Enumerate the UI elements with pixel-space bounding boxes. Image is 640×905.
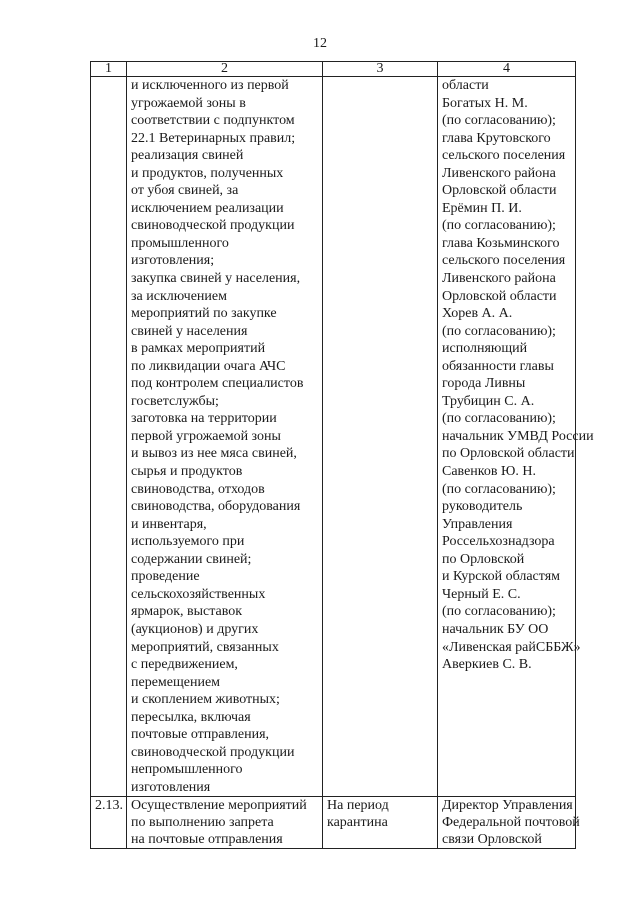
text-line: (по согласованию); [442,604,556,620]
text-line: заготовка на территории [131,411,277,427]
text-line: и вывоз из нее мяса свиней, [131,446,297,462]
text-line: промышленного [131,235,229,251]
text-line: свиней у населения [131,323,248,339]
text-line: (по согласованию); [442,323,556,339]
text-line: госветслужбы; [131,393,219,409]
text-line: по ликвидации очага АЧС [131,358,286,374]
text-line: перемещением [131,674,221,690]
text-line: (по согласованию); [442,218,556,234]
page-number: 12 [313,36,327,51]
text-line: Аверкиев С. В. [442,657,532,673]
text-line: Савенков Ю. Н. [442,464,536,480]
text-line: свиноводства, отходов [131,481,265,497]
text-line: начальник БУ ОО [442,621,549,637]
text-line: Россельхознадзора [442,534,555,550]
text-line: свиноводческой продукции [131,744,295,760]
text-line: мероприятий, связанных [131,639,279,655]
text-line: свиноводства, оборудования [131,499,301,515]
text-line: непромышленного [131,762,243,778]
text-line: под контролем специалистов [131,376,304,392]
text-line: «Ливенская райСББЖ» [442,639,581,655]
text-line: глава Козьминского [442,235,560,251]
text-line: (аукционов) и других [131,621,259,637]
text-line: сырья и продуктов [131,464,243,480]
text-line: почтовые отправления, [131,727,270,743]
text-line: в рамках мероприятий [131,341,266,357]
text-line: по Орловской области [442,446,575,462]
text-line: исполняющий [442,341,528,357]
table-row [91,797,576,849]
text-line: и исключенного из первой [131,78,289,93]
text-line: сельского поселения [442,148,566,164]
text-line: Ливенского района [442,271,556,287]
text-line: (по согласованию); [442,481,556,497]
column-header: 4 [438,62,576,77]
text-line: сельского поселения [442,253,566,269]
column-header: 2 [127,62,323,77]
text-line: Федеральной почтовой [442,815,580,831]
text-line: по Орловской [442,551,525,567]
text-line: и продуктов, полученных [131,165,284,181]
text-line: исключением реализации [131,200,284,216]
row-number-cell [91,77,127,797]
measure-cell [127,797,323,849]
text-line: пересылка, включая [131,709,251,725]
text-line: реализация свиней [131,148,244,164]
text-line: Богатых Н. М. [442,95,528,111]
text-line: от убоя свиней, за [131,183,239,199]
header-row [91,62,576,77]
text-line: карантина [327,815,388,831]
text-line: (по согласованию); [442,113,556,129]
text-line: Осуществление мероприятий [131,798,307,814]
text-line: Черный Е. С. [442,586,521,602]
column-header: 1 [91,62,127,77]
text-line: глава Крутовского [442,130,551,146]
text-line: сельскохозяйственных [131,586,266,602]
text-line: свиноводческой продукции [131,218,295,234]
text-line: Орловской области [442,288,557,304]
text-line: Ливенского района [442,165,556,181]
text-line: Директор Управления [442,798,573,814]
text-line: и скоплением животных; [131,692,280,708]
responsible-cell [438,77,594,797]
text-line: На период [327,798,389,814]
text-line: города Ливны [442,376,526,392]
text-line: и Курской областям [442,569,560,585]
text-line: закупка свиней у населения, [131,271,301,287]
text-line: соответствии с подпунктом [131,113,295,129]
text-line: первой угрожаемой зоны [131,428,281,444]
text-line: изготовления; [131,253,215,269]
text-line: ярмарок, выставок [131,604,243,620]
table-row [91,77,576,797]
text-line: с передвижением, [131,657,238,673]
responsible-cell [438,797,580,849]
text-line: используемого при [131,534,245,550]
text-line: и инвентаря, [131,516,207,532]
text-line: (по согласованию); [442,411,556,427]
text-line: Орловской области [442,183,557,199]
text-line: начальник УМВД России [442,428,594,444]
deadline-cell [323,797,438,849]
text-line: содержании свиней; [131,551,252,567]
text-line: руководитель [442,499,523,515]
text-line: мероприятий по закупке [131,306,277,322]
text-line: области [442,78,489,93]
deadline-cell [323,77,438,797]
row-number-cell: 2.13. [91,797,127,849]
text-line: Хорев А. А. [442,306,513,322]
measure-cell [127,77,323,797]
text-line: Управления [442,516,513,532]
document-table [90,61,594,849]
text-line: угрожаемой зоны в [131,95,246,111]
text-line: на почтовые отправления [131,832,283,848]
text-line: Трубицин С. А. [442,393,535,409]
text-line: Ерёмин П. И. [442,200,522,216]
text-line: проведение [131,569,200,585]
text-line: обязанности главы [442,358,554,374]
text-line: за исключением [131,288,227,304]
text-line: изготовления [131,779,211,795]
text-line: по выполнению запрета [131,815,274,831]
text-line: 22.1 Ветеринарных правил; [131,130,296,146]
text-line: связи Орловской [442,832,542,848]
column-header: 3 [323,62,438,77]
